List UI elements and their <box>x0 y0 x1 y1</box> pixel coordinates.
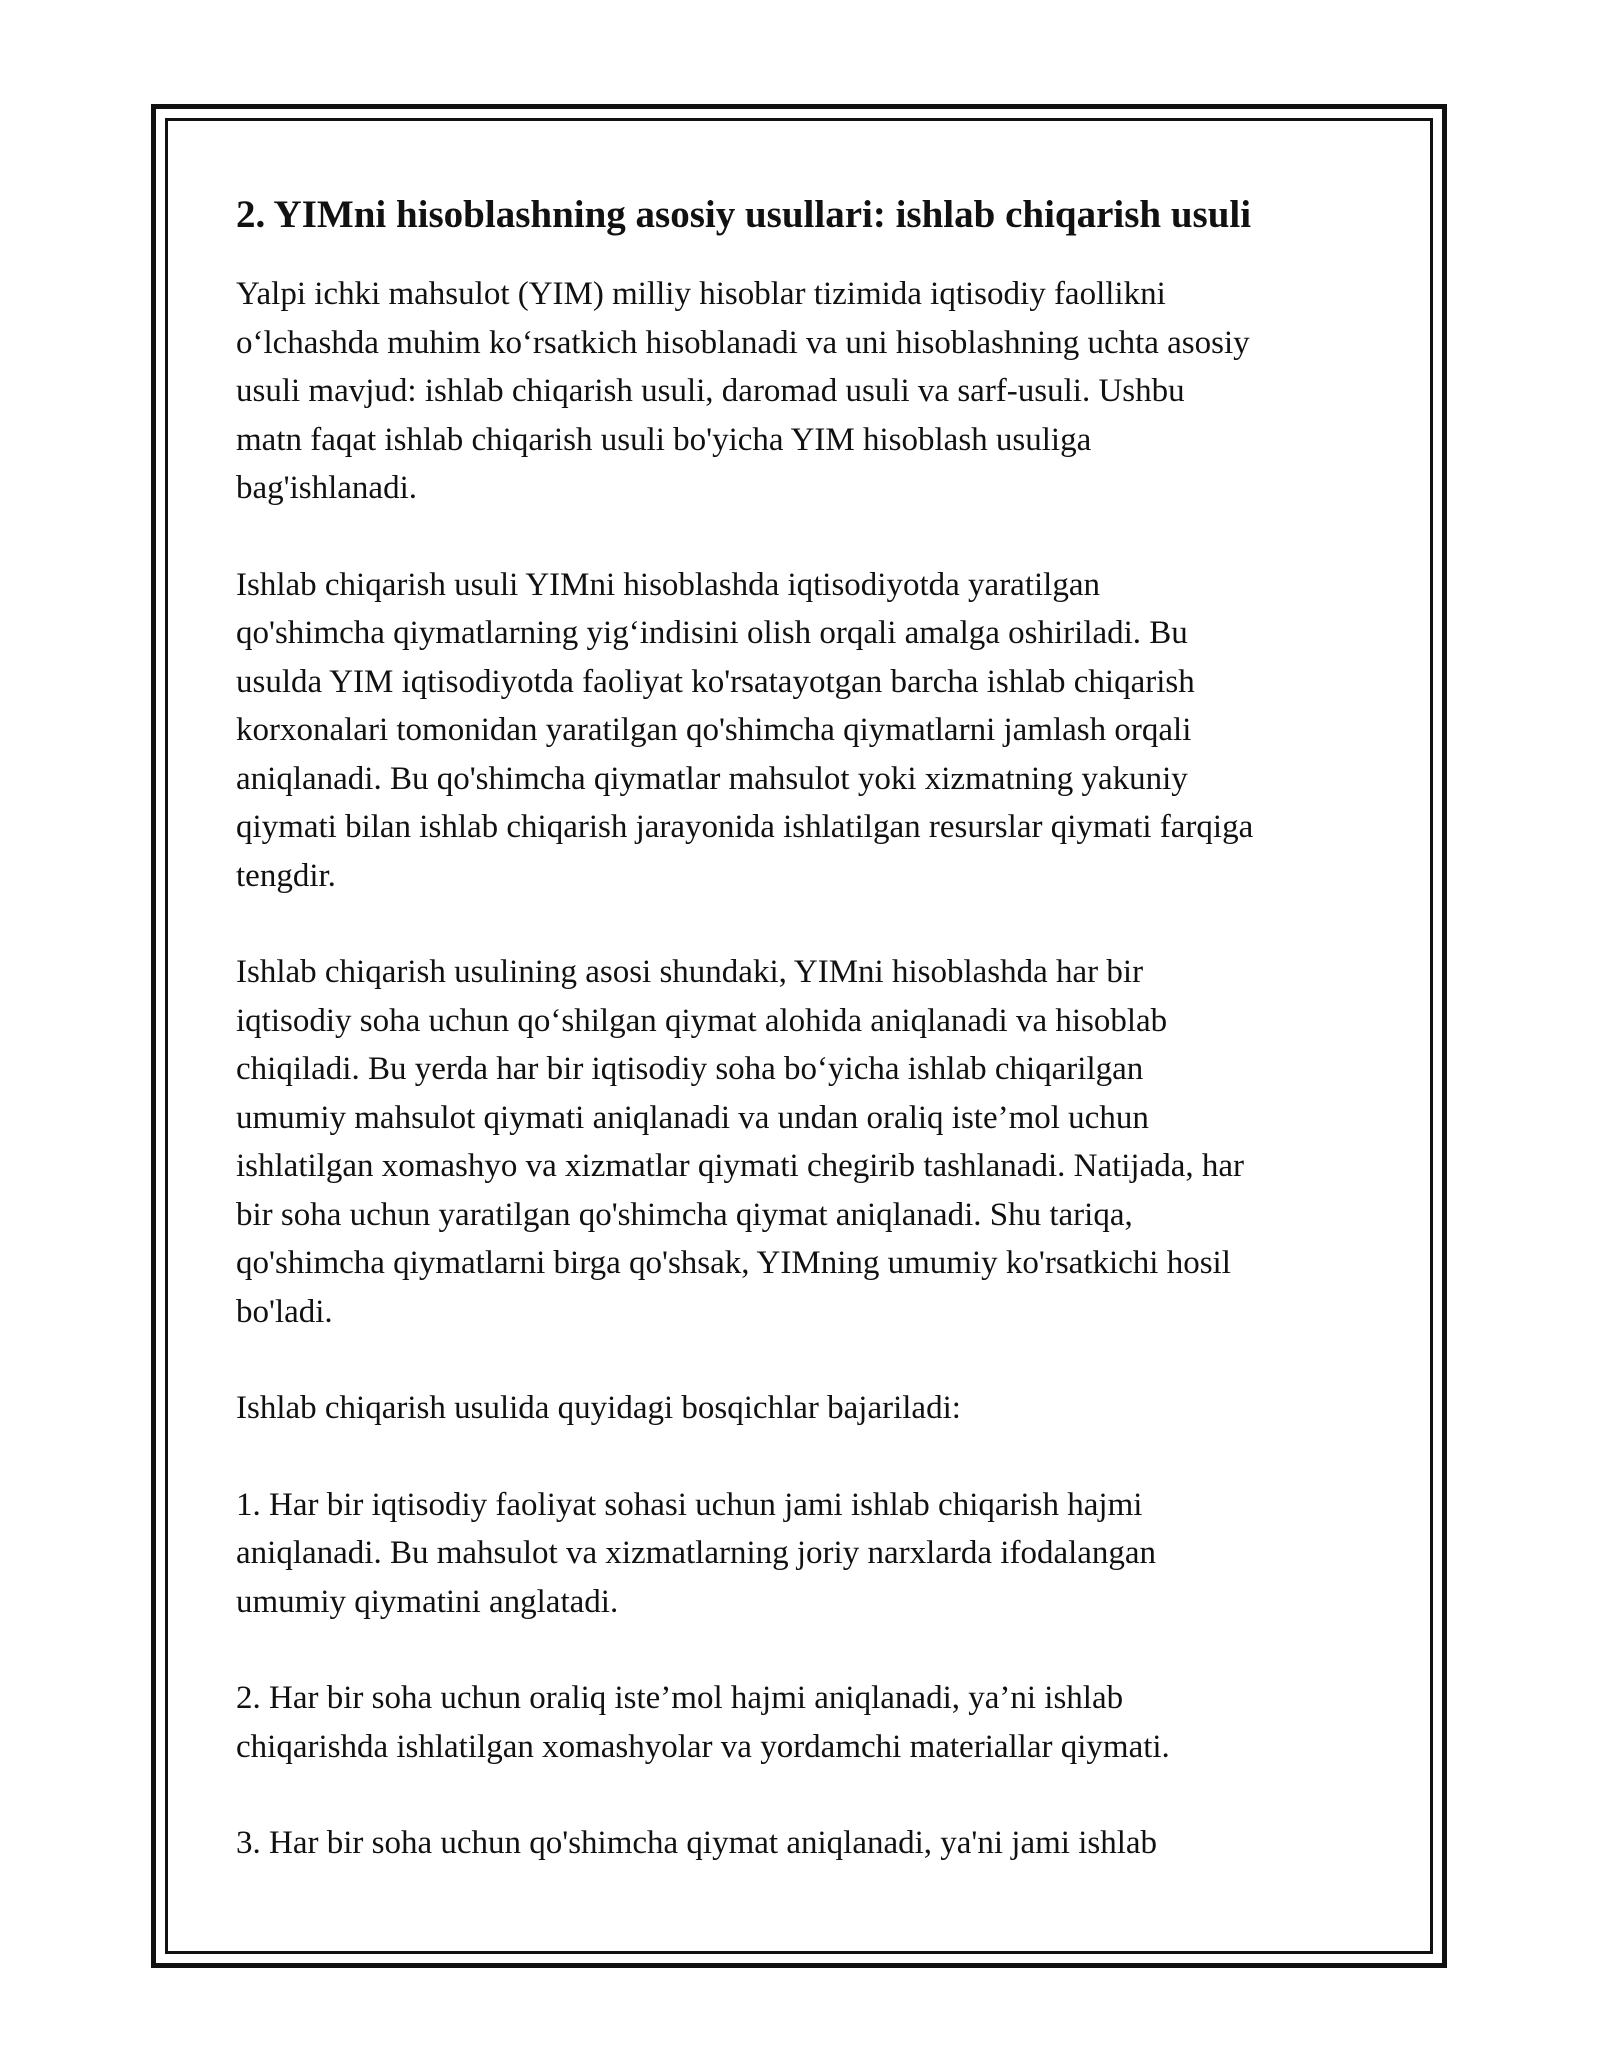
paragraph-method-basis: Ishlab chiqarish usulining asosi shundaki, YIMni hisoblashda har bir iqtisodiy soha uchun qo‘shilgan qiymat alohida aniqlanadi va hisoblab chiqiladi. Bu yerda har bir iqtisodiy soha bo‘yicha ishlab chiqarilgan umumiy mahsulot qiymati aniqlanadi va undan oraliq iste’mol uchun ishlatilgan xomashyo va xizmatlar qiymati chegirib tashlanadi. Natijada, har bir soha uchun yaratilgan qo'shimcha qiymat aniqlanadi. Shu tariqa, qo'shimcha qiymatlarni birga qo'shsak, YIMning umumiy ko'rsatkichi hosil bo'ladi. <box>236 954 1245 1330</box>
list-item-step-3: 3. Har bir soha uchun qo'shimcha qiymat aniqlanadi, ya'ni jami ishlab <box>236 1825 1158 1861</box>
paragraph-production-method: Ishlab chiqarish usuli YIMni hisoblashda iqtisodiyotda yaratilgan qo'shimcha qiymatlarning yig‘indisini olish orqali amalga oshiriladi. Bu usulda YIM iqtisodiyotda faoliyat ko'rsatayotgan barcha ishlab chiqarish korxonalari tomonidan yaratilgan qo'shimcha qiymatlarni jamlash orqali aniqlanadi. Bu qo'shimcha qiymatlar mahsulot yoki xizmatning yakuniy qiymati bilan ishlab chiqarish jarayonida ishlatilgan resurslar qiymati farqiga tengdir. <box>236 566 1254 894</box>
list-item-step-1: 1. Har bir iqtisodiy faoliyat sohasi uchun jami ishlab chiqarish hajmi aniqlanadi. Bu mahsulot va xizmatlarning joriy narxlarda ifodalangan umumiy qiymatini anglatadi. <box>236 1486 1157 1620</box>
document-body <box>236 186 1376 1916</box>
paragraph-intro: Yalpi ichki mahsulot (YIM) milliy hisoblar tizimida iqtisodiy faollikni o‘lchashda muhim ko‘rsatkich hisoblanadi va uni hisoblashning uchta asosiy usuli mavjud: ishlab chiqarish usuli, daromad usuli va sarf-usuli. Ushbu matn faqat ishlab chiqarish usuli bo'yicha YIM hisoblash usuliga bag'ishlanadi. <box>236 276 1250 506</box>
paragraph-steps-intro: Ishlab chiqarish usulida quyidagi bosqichlar bajariladi: <box>236 1390 961 1426</box>
list-item-step-2: 2. Har bir soha uchun oraliq iste’mol hajmi aniqlanadi, ya’ni ishlab chiqarishda ishlatilgan xomashyolar va yordamchi materiallar qiymati. <box>236 1680 1170 1765</box>
section-heading: 2. YIMni hisoblashning asosiy usullari: ishlab chiqarish usuli <box>236 193 1252 236</box>
